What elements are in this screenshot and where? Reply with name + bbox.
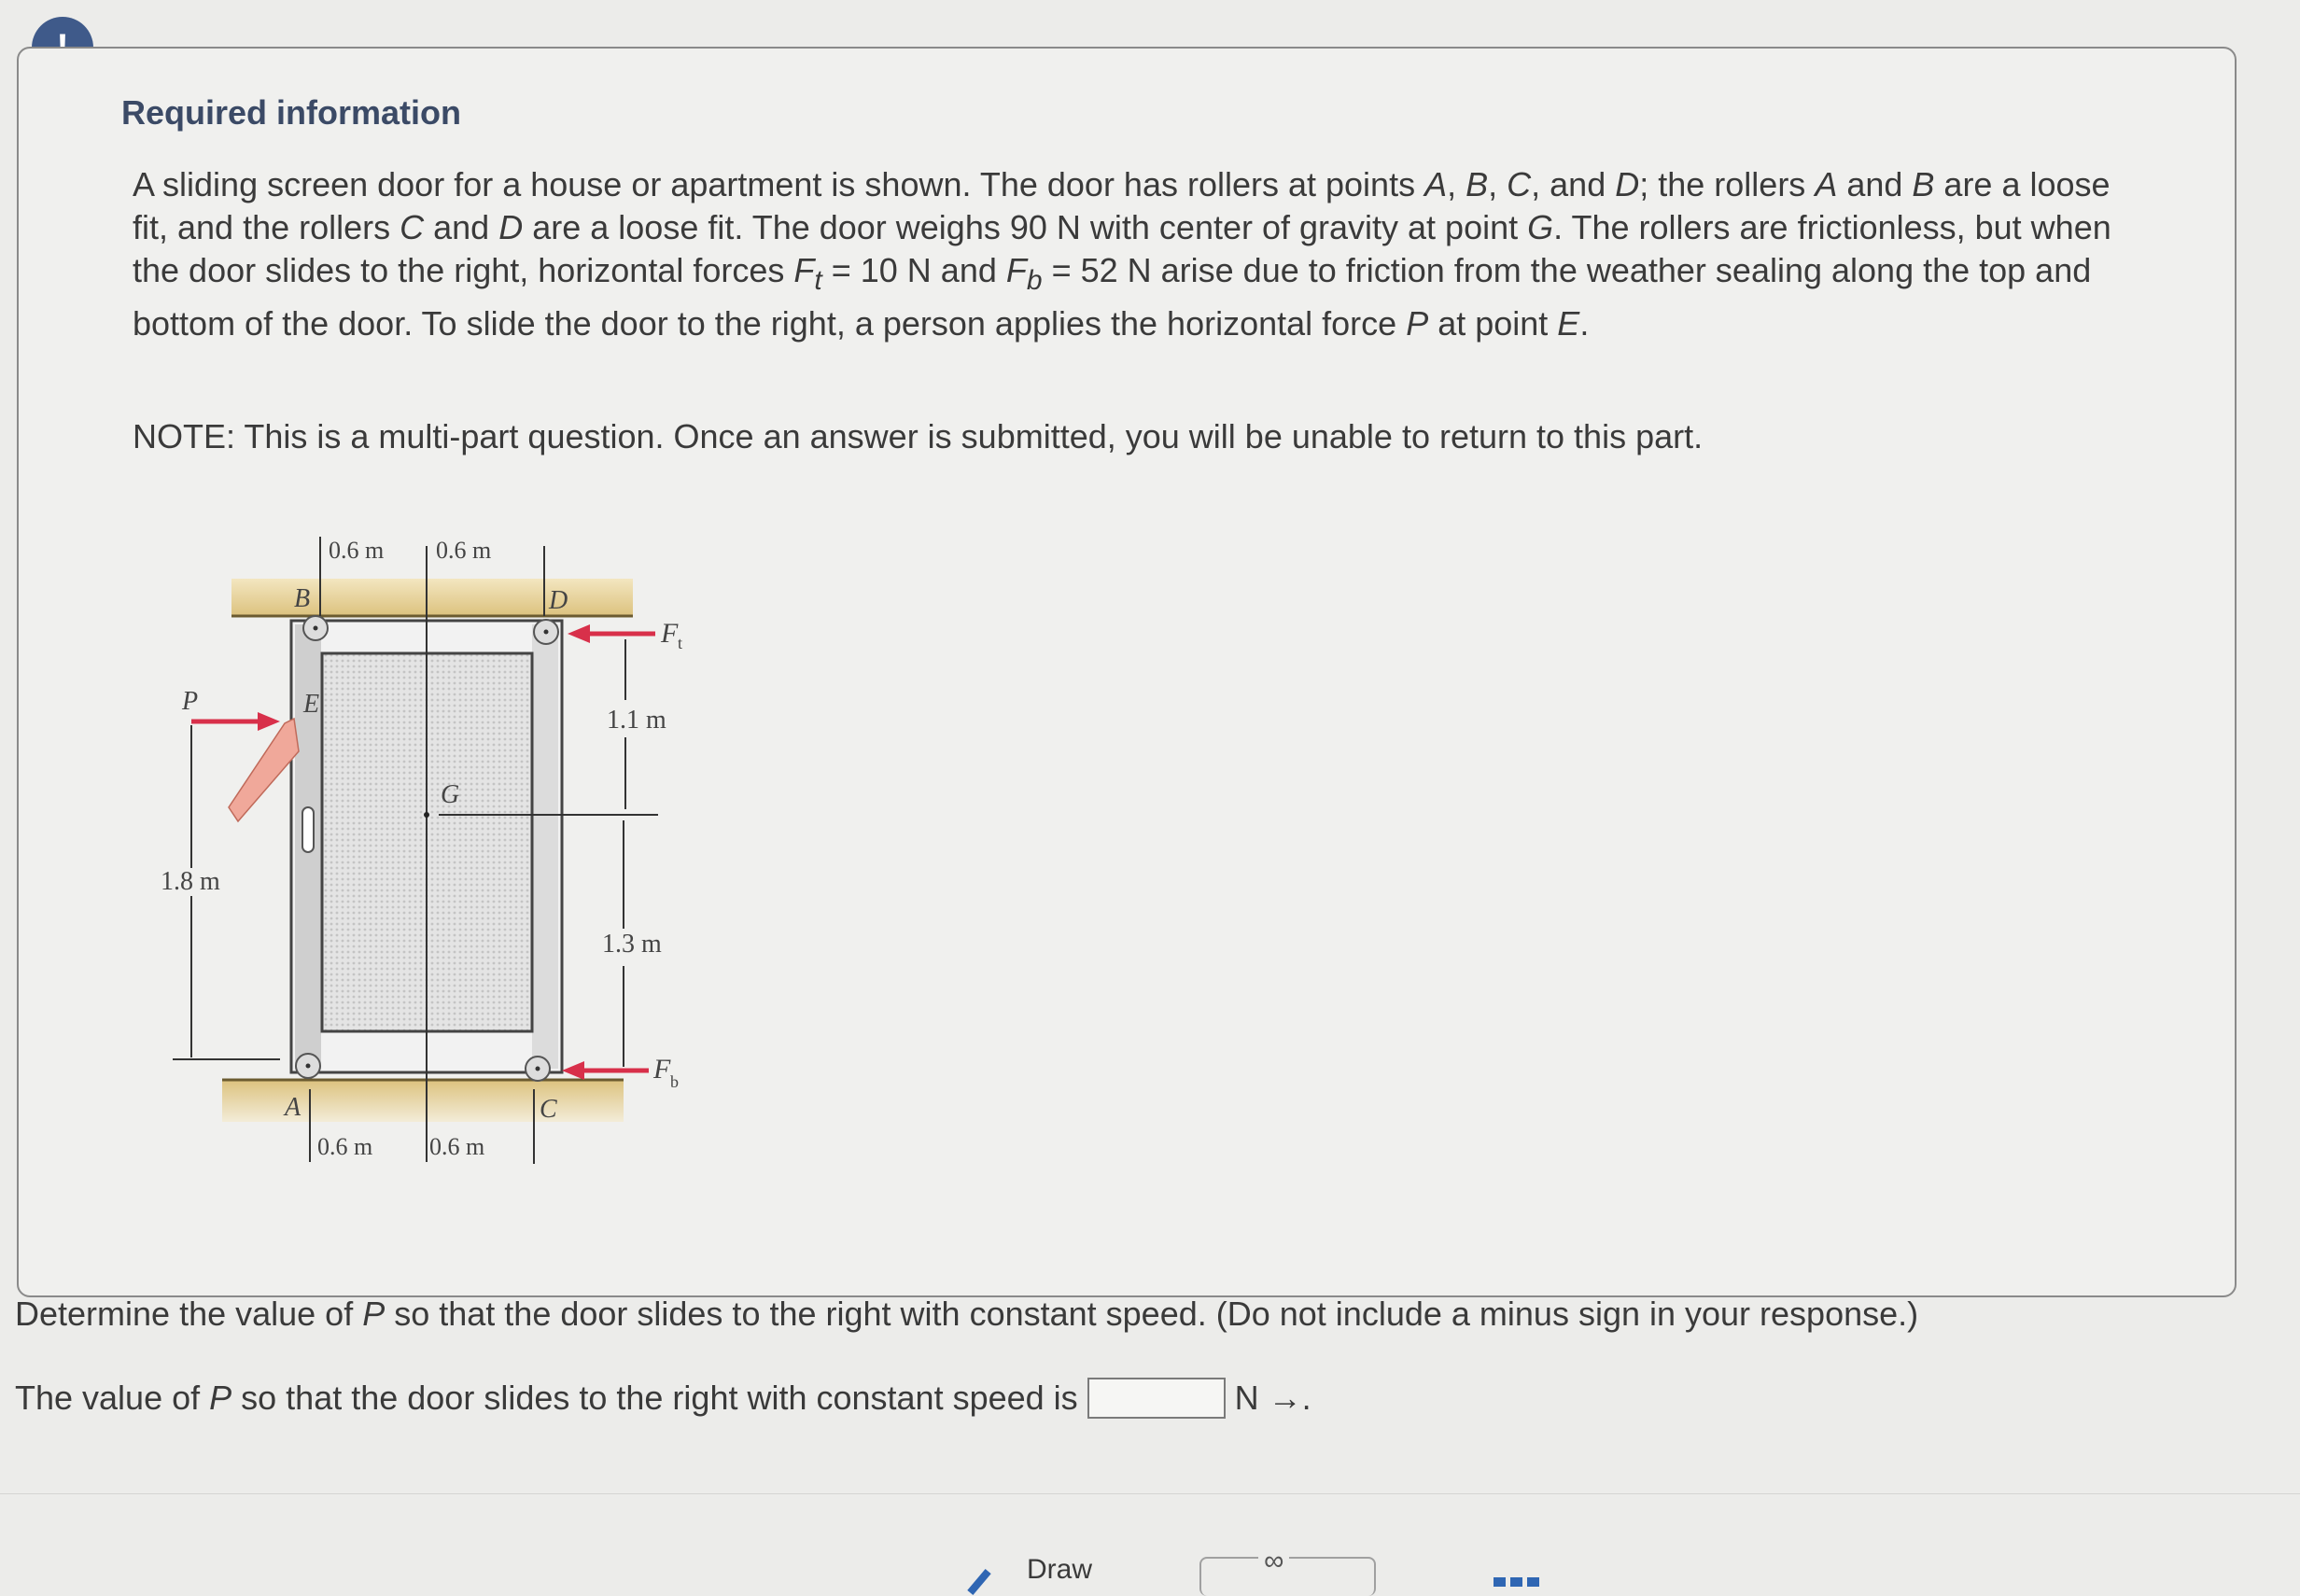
svg-text:B: B bbox=[294, 584, 311, 613]
door-diagram bbox=[149, 518, 709, 1181]
svg-text:t: t bbox=[678, 634, 683, 652]
answer-input[interactable] bbox=[1087, 1378, 1226, 1419]
roller-c bbox=[526, 1057, 550, 1081]
multi-part-note: NOTE: This is a multi-part question. Once an answer is submitted, you will be unable to return to this part. bbox=[133, 417, 1704, 455]
door-handle bbox=[302, 807, 314, 852]
link-icon: ∞ bbox=[1258, 1546, 1289, 1577]
svg-text:P: P bbox=[182, 687, 199, 716]
svg-text:0.6 m: 0.6 m bbox=[329, 537, 385, 564]
question-prompt: Determine the value of P so that the door slides to the right with constant speed. (Do not include a minus sign in your response.) bbox=[15, 1295, 1919, 1333]
hand-arm bbox=[229, 719, 299, 821]
svg-text:b: b bbox=[670, 1072, 679, 1091]
unit-label: N →. bbox=[1234, 1379, 1311, 1417]
draw-button[interactable]: Draw bbox=[1027, 1554, 1093, 1585]
roller-d bbox=[534, 620, 558, 644]
svg-text:0.6 m: 0.6 m bbox=[429, 1133, 485, 1160]
roller-a bbox=[296, 1054, 320, 1078]
svg-text:C: C bbox=[540, 1095, 557, 1124]
bottom-track bbox=[222, 1080, 624, 1122]
answer-row bbox=[15, 1377, 2162, 1420]
svg-text:A: A bbox=[285, 1093, 302, 1122]
svg-text:F: F bbox=[661, 618, 679, 649]
answer-sentence: The value of P so that the door slides to the right with constant speed is bbox=[15, 1379, 1078, 1417]
svg-text:D: D bbox=[549, 586, 568, 615]
svg-text:1.1 m: 1.1 m bbox=[607, 706, 666, 735]
svg-text:1.8 m: 1.8 m bbox=[161, 867, 220, 896]
footer-toolbar bbox=[0, 1493, 2300, 1587]
svg-text:G: G bbox=[441, 780, 460, 809]
svg-text:F: F bbox=[653, 1054, 671, 1085]
svg-text:1.3 m: 1.3 m bbox=[602, 930, 662, 959]
top-track bbox=[231, 579, 633, 616]
svg-text:E: E bbox=[303, 690, 320, 719]
roller-b bbox=[303, 616, 328, 640]
panel-title: Required information bbox=[121, 93, 462, 132]
svg-text:0.6 m: 0.6 m bbox=[317, 1133, 373, 1160]
svg-text:0.6 m: 0.6 m bbox=[436, 537, 492, 564]
problem-statement: A sliding screen door for a house or apartment is shown. The door has rollers at points A, B, C, and D; the rollers A and B are a loose fit, and the rollers C and D are a loose fit. The door weighs 90 N with center of gravity at point G. The rollers are frictionless, but when the door slides to the right, horizontal forces $F_t = 10$ N and $F_b = 52$ N arise due to friction from the weather sealing along the top and bottom of the door. To slide the door to the right, a person applies the horizontal force P at point E. bbox=[133, 165, 2111, 343]
